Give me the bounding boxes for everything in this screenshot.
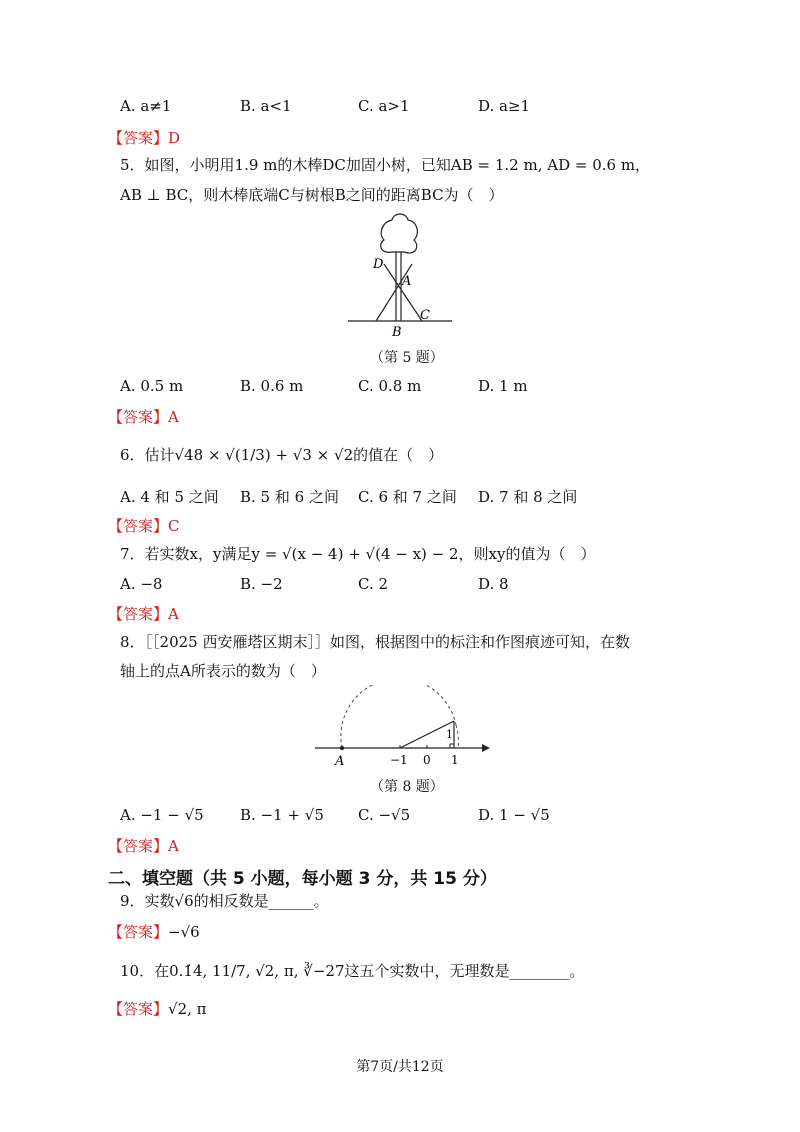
page-number-footer: 第7页/共12页: [356, 1059, 444, 1075]
answer-tag: 【答案】: [108, 923, 169, 941]
q9-stem: 9．实数√6的相反数是______。: [120, 892, 329, 910]
q5-stem-line1: 5．如图，小明用1.9 m的木棒DC加固小树，已知AB = 1.2 m, AD = 0.6 m，: [120, 156, 651, 174]
q4-answer: [108, 127, 180, 148]
q10-suffix: 这五个实数中，无理数是________。: [344, 962, 585, 980]
q7-option-b: B. −2: [240, 575, 283, 593]
q6-option-c: C. 6 和 7 之间: [358, 488, 457, 506]
q6-option-b: B. 5 和 6 之间: [240, 488, 339, 506]
label-b: B: [392, 325, 402, 340]
answer-value: √2, π: [168, 1000, 207, 1018]
label-d: D: [373, 257, 384, 272]
section-title: 二、填空题（共 5 小题，每小题 3 分，共 15 分）: [108, 869, 497, 889]
q8-stem-line2: 轴上的点A所表示的数为（ ）: [120, 662, 326, 680]
q7-option-d: D. 8: [478, 575, 509, 593]
q10-answer: [108, 998, 207, 1019]
q8-figure: [310, 685, 495, 770]
q6-answer: [108, 515, 180, 536]
tree-crown: [381, 214, 418, 253]
answer-tag: 【答案】: [108, 837, 169, 855]
dashed-arc-end: [456, 725, 458, 748]
q4-option-a: A. a≠1: [120, 97, 172, 115]
q10-prefix: 10．在: [120, 962, 170, 980]
answer-tag: 【答案】: [108, 129, 169, 147]
q6-option-d: D. 7 和 8 之间: [478, 488, 578, 506]
q7-option-c: C. 2: [358, 575, 389, 593]
q8-option-a: A. −1 − √5: [120, 806, 204, 824]
q5-option-d: D. 1 m: [478, 377, 528, 395]
q6-stem: [120, 445, 443, 465]
q4-option-b: B. a<1: [240, 97, 292, 115]
number-line-arrow: [482, 744, 490, 752]
q9-answer: [108, 921, 200, 942]
dashed-arc: [341, 685, 456, 748]
q5-figure: [340, 210, 460, 345]
label-zero: 0: [423, 753, 431, 767]
answer-tag: 【答案】: [108, 517, 169, 535]
q7-option-a: A. −8: [120, 575, 163, 593]
answer-tag: 【答案】: [108, 1000, 169, 1018]
q7-stem: 7．若实数x，y满足y = √(x − 4) + √(4 − x) − 2，则xy的值为（ ）: [120, 545, 596, 563]
q8-stem-line1: 8．［［2025 西安雁塔区期末］］如图，根据图中的标注和作图痕迹可知，在数: [120, 633, 630, 651]
label-neg1: −1: [390, 753, 408, 767]
label-height: 1: [446, 728, 453, 741]
answer-value: −√6: [168, 923, 200, 941]
q5-option-c: C. 0.8 m: [358, 377, 422, 395]
answer-value: C: [168, 517, 180, 535]
label-one: 1: [451, 753, 459, 767]
q5-caption: （第 5 题）: [370, 350, 444, 366]
q6-prefix: 6．估计: [120, 446, 175, 464]
q8-option-b: B. −1 + √5: [240, 806, 324, 824]
q8-option-d: D. 1 − √5: [478, 806, 550, 824]
q8-caption: （第 8 题）: [370, 779, 444, 795]
label-a: A: [402, 274, 412, 289]
q5-answer: [108, 406, 179, 427]
q5-option-b: B. 0.6 m: [240, 377, 304, 395]
answer-value: A: [168, 408, 179, 426]
stick-dc: [384, 264, 422, 321]
q10-stem: [120, 961, 585, 981]
answer-value: A: [168, 837, 179, 855]
answer-tag: 【答案】: [108, 605, 169, 623]
label-point-a: A: [335, 754, 345, 769]
answer-value: A: [168, 605, 179, 623]
q8-option-c: C. −√5: [358, 806, 411, 824]
answer-value: D: [168, 129, 181, 147]
q10-numbers: 0.1̇4̇, 11/7, √2, π, ∛−27: [169, 962, 345, 980]
answer-tag: 【答案】: [108, 408, 169, 426]
label-c: C: [420, 308, 430, 323]
q6-expression: √48 × √(1/3) + √3 × √2: [174, 446, 354, 464]
q6-option-a: A. 4 和 5 之间: [120, 488, 219, 506]
q4-option-d: D. a≥1: [478, 97, 531, 115]
point-a: [340, 746, 344, 750]
q5-stem-line2: AB ⊥ BC，则木棒底端C与树根B之间的距离BC为（ ）: [120, 186, 504, 204]
q6-suffix: 的值在（ ）: [353, 446, 444, 464]
stick-left: [376, 264, 412, 321]
q4-option-c: C. a>1: [358, 97, 410, 115]
q5-option-a: A. 0.5 m: [120, 377, 184, 395]
q7-answer: [108, 603, 179, 624]
q8-answer: [108, 835, 179, 856]
